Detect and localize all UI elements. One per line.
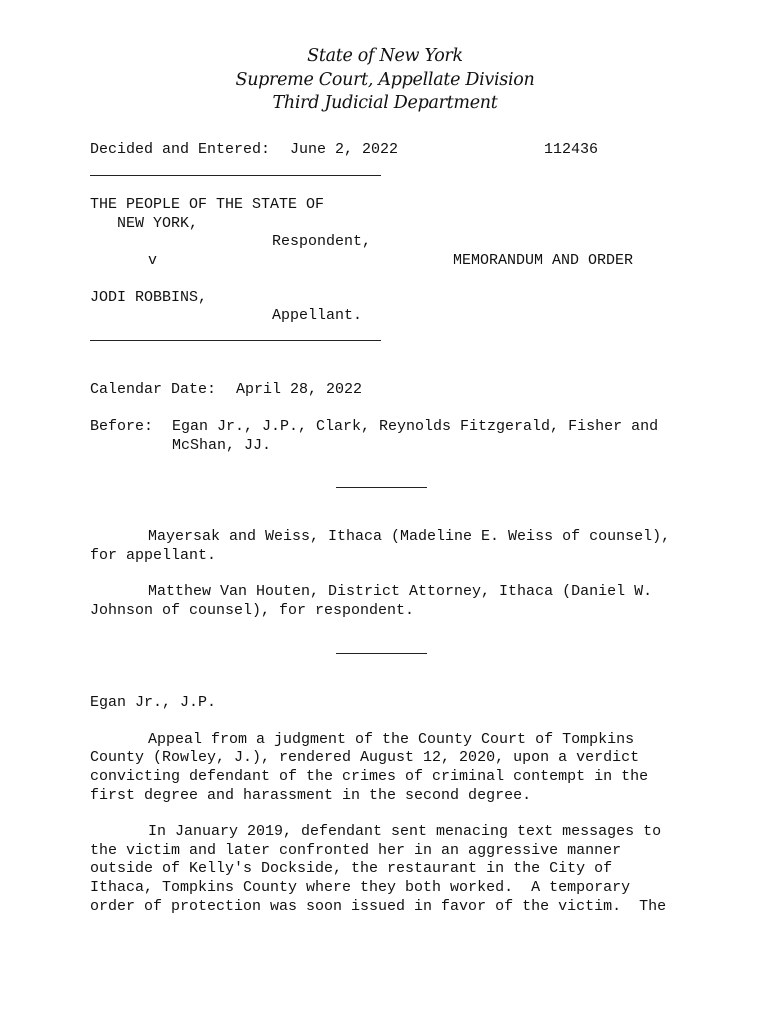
caption-party1-line1: THE PEOPLE OF THE STATE OF	[90, 196, 325, 213]
decided-date: June 2, 2022	[290, 141, 399, 158]
opinion-paragraph-2-line: In January 2019, defendant sent menacing text messages to	[148, 823, 662, 840]
opinion-paragraph-2-line: Ithaca, Tompkins County where they both worked. A temporary	[90, 879, 631, 896]
order-type: MEMORANDUM AND ORDER	[453, 252, 634, 269]
opinion-paragraph-1-line: County (Rowley, J.), rendered August 12, 2020, upon a verdict	[90, 749, 640, 766]
caption-party1-line2: NEW YORK,	[117, 215, 199, 232]
decided-label: Decided and Entered:	[90, 141, 271, 158]
court-name-state: State of New York	[307, 46, 463, 66]
opinion-paragraph-1-line: Appeal from a judgment of the County Court of Tompkins	[148, 731, 635, 748]
section-separator-2	[336, 653, 427, 654]
court-name-division: Supreme Court, Appellate Division	[235, 70, 535, 90]
before-label: Before:	[90, 418, 154, 435]
opinion-paragraph-2-line: the victim and later confronted her in an aggressive manner	[90, 842, 622, 859]
court-name-department: Third Judicial Department	[272, 93, 498, 113]
caption-rule-bottom	[90, 340, 381, 341]
caption-versus: v	[148, 252, 158, 269]
caption-party1-role: Respondent,	[272, 233, 372, 250]
opinion-paragraph-1-line: convicting defendant of the crimes of criminal contempt in the	[90, 768, 649, 785]
counsel-respondent-line2: Johnson of counsel), for respondent.	[90, 602, 415, 619]
caption-rule-top	[90, 175, 381, 176]
calendar-date: April 28, 2022	[236, 381, 363, 398]
opinion-paragraph-2-line: order of protection was soon issued in favor of the victim. The	[90, 898, 667, 915]
opinion-paragraph-2-line: outside of Kelly's Dockside, the restaurant in the City of	[90, 860, 613, 877]
counsel-respondent-line1: Matthew Van Houten, District Attorney, Ithaca (Daniel W.	[148, 583, 653, 600]
section-separator-1	[336, 487, 427, 488]
caption-party2: JODI ROBBINS,	[90, 289, 208, 306]
docket-number: 112436	[544, 141, 599, 158]
caption-party2-role: Appellant.	[272, 307, 363, 324]
opinion-paragraph-1-line: first degree and harassment in the second degree.	[90, 787, 532, 804]
opinion-author: Egan Jr., J.P.	[90, 694, 217, 711]
counsel-appellant-line1: Mayersak and Weiss, Ithaca (Madeline E. Weiss of counsel),	[148, 528, 671, 545]
counsel-appellant-line2: for appellant.	[90, 547, 217, 564]
calendar-label: Calendar Date:	[90, 381, 217, 398]
panel-justices-line2: McShan, JJ.	[172, 437, 272, 454]
panel-justices-line1: Egan Jr., J.P., Clark, Reynolds Fitzgerald, Fisher and	[172, 418, 659, 435]
